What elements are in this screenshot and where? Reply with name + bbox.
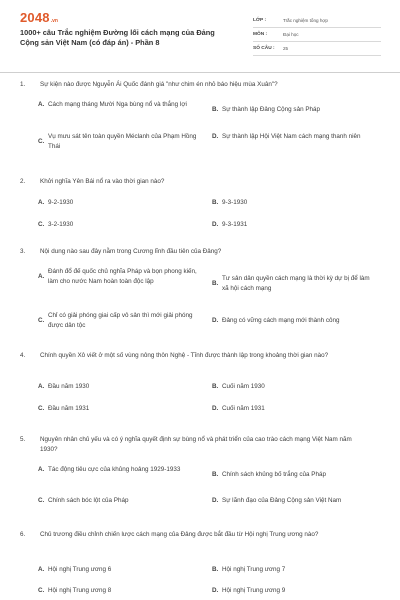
meta-value: Đại học xyxy=(283,32,299,37)
option-text: Tư sản dân quyền cách mạng là thời kỳ dự bị để làm xã hội cách mạng xyxy=(222,275,370,292)
option-letter: B. xyxy=(212,566,219,573)
option-text: Sự thành lập Đảng Cộng sản Pháp xyxy=(222,106,321,113)
option-b[interactable] xyxy=(212,382,372,392)
option-letter: D. xyxy=(212,405,219,412)
option-text: Sự lãnh đạo của Đảng Cộng sản Việt Nam xyxy=(222,497,342,504)
option-letter: D. xyxy=(212,221,219,228)
meta-value: Trắc nghiệm tổng hợp xyxy=(283,18,328,23)
meta-label: MÔN : xyxy=(253,32,268,37)
question-number: 3. xyxy=(20,248,26,255)
option-letter: C. xyxy=(38,316,45,324)
question-number: 1. xyxy=(20,81,26,88)
option-a[interactable] xyxy=(38,100,203,110)
option-letter: A. xyxy=(38,199,45,206)
option-letter: B. xyxy=(212,199,219,206)
option-text: Đánh đổ đế quốc chủ nghĩa Pháp và bọn phong kiến, làm cho nước Nam hoàn toàn độc lập xyxy=(48,268,197,285)
question-body: Nội dung nào sau đây nằm trong Cương lĩnh đầu tiên của Đảng? xyxy=(40,248,222,255)
site-logo[interactable] xyxy=(20,10,58,25)
logo-domain-text: .vn xyxy=(50,18,58,24)
option-letter: A. xyxy=(38,383,45,390)
option-letter: B. xyxy=(212,279,219,287)
logo-main-text: 2048 xyxy=(20,10,50,25)
option-text: Hội nghị Trung ương 8 xyxy=(48,587,112,594)
option-letter: B. xyxy=(212,383,219,390)
option-text: Tác động tiêu cực của khủng hoảng 1929-1933 xyxy=(48,466,181,473)
question-text xyxy=(20,435,370,455)
question-body: Chủ trương điều chỉnh chiến lược cách mạng của Đảng được bắt đầu từ Hội nghị Trung ương nào? xyxy=(40,531,319,538)
header-divider xyxy=(0,72,400,73)
question-body: Nguyên nhân chủ yếu và có ý nghĩa quyết định sự bùng nổ và phát triển của cao trào cách mạng Việt Nam năm 1930? xyxy=(40,436,352,453)
question-number: 6. xyxy=(20,531,26,538)
option-text: Vụ mưu sát tên toàn quyền Méclanh của Phạm Hồng Thái xyxy=(48,133,197,150)
option-c[interactable] xyxy=(38,220,203,230)
option-d[interactable] xyxy=(212,404,372,414)
option-text: 9-2-1930 xyxy=(48,199,74,206)
option-b[interactable] xyxy=(212,198,372,208)
option-text: Hội nghị Trung ương 6 xyxy=(48,566,112,573)
option-letter: C. xyxy=(38,497,45,504)
option-a[interactable] xyxy=(38,267,203,287)
question-text xyxy=(20,530,370,540)
question-text xyxy=(20,80,370,90)
option-text: 3-2-1930 xyxy=(48,221,74,228)
option-a[interactable] xyxy=(38,198,203,208)
option-text: Đầu năm 1931 xyxy=(48,405,90,412)
option-letter: C. xyxy=(38,405,45,412)
meta-value: 25 xyxy=(283,46,289,51)
option-letter: D. xyxy=(212,133,219,140)
option-letter: C. xyxy=(38,137,45,145)
option-letter: B. xyxy=(212,106,219,113)
option-c[interactable] xyxy=(38,404,203,414)
option-a[interactable] xyxy=(38,465,203,475)
question-text xyxy=(20,351,370,361)
option-text: 9-3-1931 xyxy=(222,221,248,228)
option-text: 9-3-1930 xyxy=(222,199,248,206)
option-d[interactable] xyxy=(212,496,372,506)
option-d[interactable] xyxy=(212,316,372,326)
option-a[interactable] xyxy=(38,382,203,392)
option-b[interactable] xyxy=(212,105,372,115)
meta-label: SỐ CÂU : xyxy=(253,46,275,51)
question-number: 5. xyxy=(20,436,26,443)
question-body: Sự kiện nào được Nguyễn Ái Quốc đánh giá "như chim én nhỏ báo hiệu mùa Xuân"? xyxy=(40,81,278,88)
option-letter: D. xyxy=(212,317,219,324)
option-text: Đảng có vững cách mạng mới thành công xyxy=(222,317,340,324)
option-text: Đầu năm 1930 xyxy=(48,383,90,390)
meta-row-class xyxy=(253,14,381,28)
option-letter: A. xyxy=(38,272,45,280)
option-a[interactable] xyxy=(38,565,203,575)
option-letter: C. xyxy=(38,221,45,228)
option-c[interactable] xyxy=(38,132,203,152)
option-text: Sự thành lập Hội Việt Nam cách mạng thanh niên xyxy=(222,133,361,140)
option-text: Cuối năm 1930 xyxy=(222,383,265,390)
option-text: Hội nghị Trung ương 7 xyxy=(222,566,286,573)
option-text: Chính sách khủng bố trắng của Pháp xyxy=(222,471,326,478)
option-c[interactable] xyxy=(38,586,203,596)
question-body: Chính quyền Xô viết ở một số vùng nông thôn Nghệ - Tĩnh được thành lập trong khoảng thời gian nào? xyxy=(40,352,329,359)
meta-row-count xyxy=(253,42,381,56)
option-c[interactable] xyxy=(38,496,203,506)
option-letter: A. xyxy=(38,566,45,573)
option-letter: D. xyxy=(212,497,219,504)
option-d[interactable] xyxy=(212,586,372,596)
document-header xyxy=(0,0,400,66)
option-letter: A. xyxy=(38,101,45,108)
question-text xyxy=(20,177,370,187)
option-text: Cách mạng tháng Mười Nga bùng nổ và thắng lợi xyxy=(48,101,187,108)
option-letter: A. xyxy=(38,466,45,473)
meta-label: LỚP : xyxy=(253,18,267,23)
question-body: Khởi nghĩa Yên Bái nổ ra vào thời gian nào? xyxy=(40,178,165,185)
question-number: 2. xyxy=(20,178,26,185)
option-letter: B. xyxy=(212,471,219,478)
question-text xyxy=(20,247,370,257)
option-d[interactable] xyxy=(212,132,372,142)
option-text: Cuối năm 1931 xyxy=(222,405,265,412)
option-b[interactable] xyxy=(212,274,372,294)
option-text: Hội nghị Trung ương 9 xyxy=(222,587,286,594)
option-text: Chính sách bóc lột của Pháp xyxy=(48,497,129,504)
document-meta xyxy=(253,14,381,56)
option-d[interactable] xyxy=(212,220,372,230)
meta-row-subject xyxy=(253,28,381,42)
document-title: 1000+ câu Trắc nghiệm Đường lối cách mạng của Đảng Cộng sản Việt Nam (có đáp án) - Phần 8 xyxy=(20,28,215,47)
question-number: 4. xyxy=(20,352,26,359)
option-c[interactable] xyxy=(38,311,203,331)
option-letter: D. xyxy=(212,587,219,594)
option-letter: C. xyxy=(38,587,45,594)
option-b[interactable] xyxy=(212,565,372,575)
option-b[interactable] xyxy=(212,470,372,480)
option-text: Chỉ có giải phóng giai cấp vô sản thì mới giải phóng được dân tộc xyxy=(48,312,193,329)
